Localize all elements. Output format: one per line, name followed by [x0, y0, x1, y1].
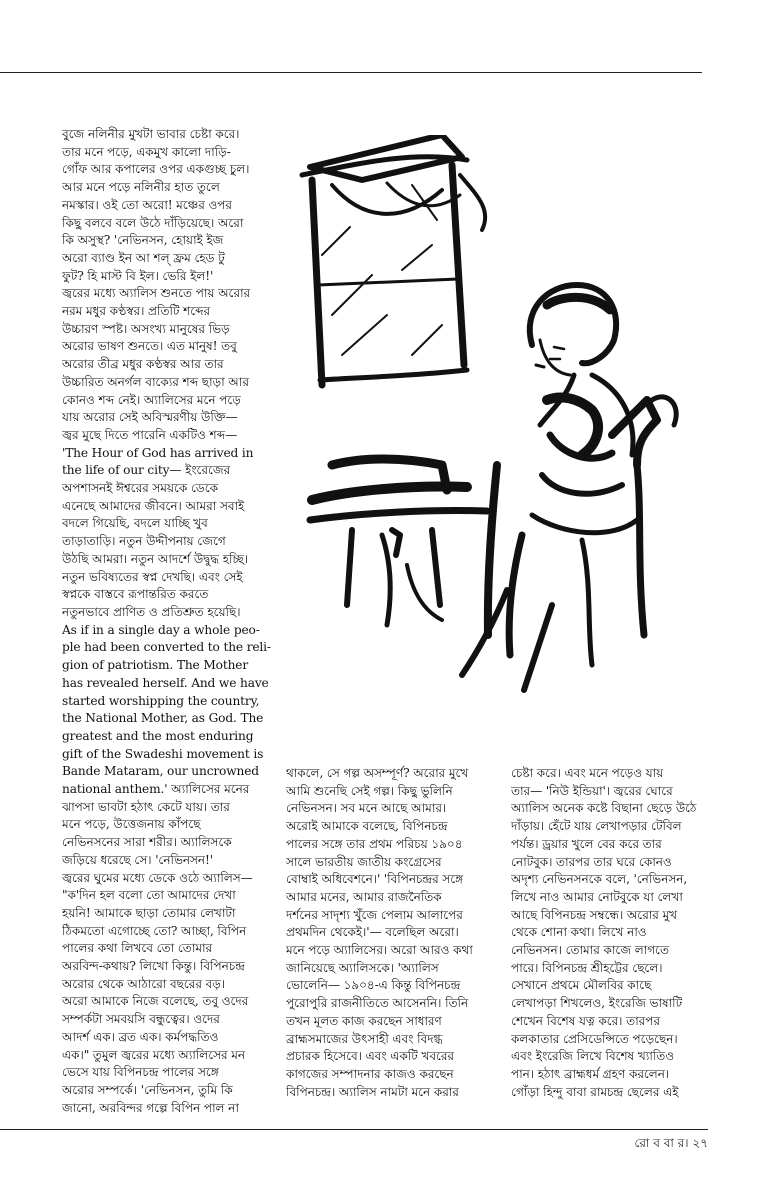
text-line: জানো, অরবিন্দর গল্পে বিপিন পাল না — [62, 1100, 239, 1115]
text-line: পালের কথা লিখবে তো তোমার — [62, 941, 213, 956]
text-column-2 — [286, 765, 496, 1101]
text-line: বোম্বাই অধিবেশনে।' 'বিপিনচন্দ্রর সঙ্গে — [286, 872, 464, 887]
text-line: জড়িয়ে ধরেছে সে। 'নেভিনসন!' — [62, 852, 213, 867]
text-line: অরোর থেকে আঠারো বছরের বড়। — [62, 976, 226, 991]
ink-illustration-woman-at-window — [292, 135, 687, 695]
text-line: অ্যালিস অনেক কষ্টে বিছানা ছেড়ে উঠে — [511, 801, 697, 816]
text-line: আদর্শ এক। ব্রত এক। কর্মপদ্ধতিও — [62, 1029, 219, 1044]
text-line: greatest and the most enduring — [62, 728, 254, 743]
text-line: সম্পর্কটা সমবয়সি বন্ধুত্বের। ওদের — [62, 1012, 220, 1027]
text-line: 'The Hour of God has arrived in — [62, 445, 254, 460]
text-line: অরোর ভাষণ শুনতে। এত মানুষ! তবু — [62, 339, 237, 354]
text-line: নেভিনসন। সব মনে আছে আমার। — [286, 801, 447, 816]
text-line: তখন মূলত কাজ করছেন সাধারণ — [286, 1013, 442, 1028]
text-line: "ক'দিন হল বলো তো আমাদের দেখা — [62, 888, 236, 903]
text-column-1 — [62, 126, 277, 1117]
text-line: দাঁড়ায়। হেঁটে যায় লেখাপড়ার টেবিল — [511, 819, 682, 834]
text-line: উচ্চারিত অনর্গল বাক্যের শব্দ ছাড়া আর — [62, 374, 249, 389]
text-line: যায় অরোর সেই অবিস্মরণীয় উক্তি— — [62, 410, 238, 425]
text-line: পান। হঠাৎ ব্রাহ্মধর্ম গ্রহণ করলেন। — [511, 1066, 670, 1081]
text-line: অরোর সম্পর্কে। 'নেভিনসন, তুমি কি — [62, 1082, 233, 1097]
text-line: ব্রাহ্মসমাজের উৎসাহী এবং বিদগ্ধ — [286, 1031, 443, 1046]
text-line: তার— 'নিউ ইন্ডিয়া'। জ্বরের ঘোরে — [511, 783, 673, 798]
text-line: শেখেন বিশেষ যত্ন করে। তারপর — [511, 1013, 660, 1028]
text-line: অরো আমাকে নিজে বলেছে, তবু ওদের — [62, 994, 249, 1009]
text-line: থেকে শোনা কথা। লিখে নাও — [511, 925, 647, 940]
text-line: has revealed herself. And we have — [62, 675, 269, 690]
text-line: আর মনে পড়ে নলিনীর হাত তুলে — [62, 180, 220, 195]
text-line: gift of the Swadeshi movement is — [62, 746, 264, 761]
text-line: কলকাতার প্রেসিডেন্সিতে পড়েছেন। — [511, 1031, 678, 1046]
text-line: স্বপ্নকে বাস্তবে রূপান্তরিত করতে — [62, 587, 209, 602]
text-line: লিখে নাও আমার নোটবুকে যা লেখা — [511, 889, 683, 904]
text-line: আমার মনের, আমার রাজনৈতিক — [286, 889, 442, 904]
text-line: তার মনে পড়ে, একমুখ কালো দাড়ি- — [62, 144, 231, 159]
text-line: সালে ভারতীয় জাতীয় কংগ্রেসের — [286, 854, 442, 869]
text-line: অরোই আমাকে বলেছে, বিপিনচন্দ্র — [286, 819, 448, 834]
text-line: লেখাপড়া শিখলেও, ইংরেজি ভাষাটি — [511, 996, 683, 1011]
text-line: নমস্কার। ওই তো অরো! মঞ্চের ওপর — [62, 197, 232, 212]
text-line: কি অসুস্থ? 'নেভিনসন, হোয়াই ইজ — [62, 233, 224, 248]
text-line: ভেসে যায় বিপিনচন্দ্র পালের সঙ্গে — [62, 1065, 219, 1080]
text-line: নতুনভাবে প্রাণিত ও প্রতিশ্রুত হয়েছি। — [62, 604, 241, 619]
text-line: the life of our city— ইংরেজের — [62, 463, 231, 478]
text-line: ঠিকমতো এগোচ্ছে তো? আচ্ছা, বিপিন — [62, 923, 247, 938]
text-line: ভোলেনি— ১৯০৪-এ কিন্তু বিপিনচন্দ্র — [286, 978, 461, 993]
text-line: আছে বিপিনচন্দ্র সম্বন্ধে। অরোর মুখ — [511, 907, 678, 922]
text-line: চেষ্টা করে। এবং মনে পড়েও যায় — [511, 766, 664, 780]
text-line: প্রথমদিন থেকেই।'— বলেছিল অরো। — [286, 925, 459, 940]
text-line: নেভিনসনের সারা শরীর। অ্যালিসকে — [62, 835, 232, 850]
text-line: পুরোপুরি রাজনীতিতে আসেননি। তিনি — [286, 996, 469, 1011]
text-line: উচ্চারণ স্পষ্ট। অসংখ্য মানুষের ভিড় — [62, 321, 230, 336]
text-line: অপশাসনই ঈশ্বরের সময়কে ডেকে — [62, 481, 218, 496]
text-line: অরো ব্যাণ্ড ইন আ শল্ ফ্রম হেড টু — [62, 250, 225, 265]
text-line: নেভিনসন। তোমার কাজে লাগতে — [511, 943, 669, 958]
text-line: নোটবুক। তারপর তার ঘরে কোনও — [511, 854, 672, 869]
text-line: অরবিন্দ-কথায়? লিখো কিন্তু। বিপিনচন্দ্র — [62, 959, 245, 974]
text-line: দর্শনের সাদৃশ্য খুঁজে পেলাম আলাপের — [286, 907, 463, 922]
text-line: এনেছে আমাদের জীবনে। আমরা সবাই — [62, 498, 245, 513]
text-line: কাগজের সম্পাদনার কাজও করছেন — [286, 1066, 454, 1081]
text-line: started worshipping the country, — [62, 693, 260, 708]
text-line: থাকলে, সে গল্প অসম্পূর্ণ? অরোর মুখে — [286, 766, 469, 780]
page-folio: রো ব বা র। ২৭ — [634, 1136, 708, 1150]
text-line: ফুট? হি মাস্ট বি ইল। ভেরি ইল!' — [62, 268, 214, 283]
text-line: নতুন ভবিষ্যতের স্বপ্ন দেখছি। এবং সেই — [62, 569, 243, 584]
text-line: অদৃশ্য নেভিনসনকে বলে, 'নেভিনসন, — [511, 872, 688, 887]
text-line: গোঁফ আর কপালের ওপর একগুচ্ছ চুল। — [62, 162, 250, 177]
text-line: the National Mother, as God. The — [62, 711, 264, 726]
text-line: নরম মধুর কণ্ঠস্বর। প্রতিটি শব্দের — [62, 304, 211, 319]
text-line: পালের সঙ্গে তার প্রথম পরিচয় ১৯০৪ — [286, 836, 463, 851]
text-line: গোঁড়া হিন্দু বাবা রামচন্দ্র ছেলের এই — [511, 1084, 679, 1099]
text-line: তাড়াতাড়ি। নতুন উদ্দীপনায় জেগে — [62, 534, 226, 549]
text-column-3 — [511, 765, 711, 1101]
text-line: প্রচারক হিসেবে। এবং একটি খবরের — [286, 1049, 454, 1064]
text-line: আমি শুনেছি সেই গল্প। কিছু ভুলিনি — [286, 783, 453, 798]
text-line: বদলে গিয়েছি, বদলে যাচ্ছি খুব — [62, 516, 208, 531]
bottom-rule — [0, 1129, 708, 1130]
text-line: জ্বর মুছে দিতে পারেনি একটিও শব্দ— — [62, 427, 238, 442]
text-line: জানিয়েছে অ্যালিসকে। 'অ্যালিস — [286, 960, 439, 975]
text-line: সেখানে প্রথমে মৌলবির কাছে — [511, 978, 652, 993]
text-line: ple had been converted to the reli- — [62, 640, 271, 655]
text-line: হয়নি! আমাকে ছাড়া তোমার লেখাটা — [62, 905, 236, 920]
text-line: এবং ইংরেজি লিখে বিশেষ খ্যাতিও — [511, 1049, 675, 1064]
text-line: মনে পড়ে, উত্তেজনায় কাঁপছে — [62, 817, 201, 832]
text-line: gion of patriotism. The Mother — [62, 658, 249, 673]
text-line: As if in a single day a whole peo- — [62, 622, 260, 637]
text-line: জ্বরের মধ্যে অ্যালিস শুনতে পায় অরোর — [62, 286, 251, 301]
text-line: মনে পড়ে অ্যালিসের। অরো আরও কথা — [286, 943, 473, 958]
text-line: অরোর তীব্র মধুর কণ্ঠস্বর আর তার — [62, 357, 224, 372]
text-line: national anthem.' অ্যালিসের মনের — [62, 782, 250, 797]
text-line: জ্বরের ঘুমের মধ্যে ডেকে ওঠে অ্যালিস— — [62, 870, 253, 885]
text-line: বিপিনচন্দ্র। অ্যালিস নামটা মনে করার — [286, 1084, 459, 1099]
text-line: Bande Mataram, our uncrowned — [62, 764, 259, 779]
text-line: এক।" তুমুল জ্বরের মধ্যে অ্যালিসের মন — [62, 1047, 246, 1062]
text-line: কোনও শব্দ নেই। অ্যালিসের মনে পড়ে — [62, 392, 241, 407]
text-line: উঠছি আমরা। নতুন আদর্শে উদ্বুদ্ধ হচ্ছি। — [62, 551, 249, 566]
text-line: পর্যন্ত। ড্রয়ার খুলে বের করে তার — [511, 836, 662, 851]
text-line: কিছু বলবে বলে উঠে দাঁড়িয়েছে। অরো — [62, 215, 244, 230]
text-line: পারে। বিপিনচন্দ্র শ্রীহট্টের ছেলে। — [511, 960, 663, 975]
top-rule — [0, 72, 702, 73]
text-line: বুজে নলিনীর মুখটা ভাবার চেষ্টা করে। — [62, 127, 240, 141]
text-line: ঝাপসা ভাবটা হঠাৎ কেটে যায়। তার — [62, 799, 230, 814]
